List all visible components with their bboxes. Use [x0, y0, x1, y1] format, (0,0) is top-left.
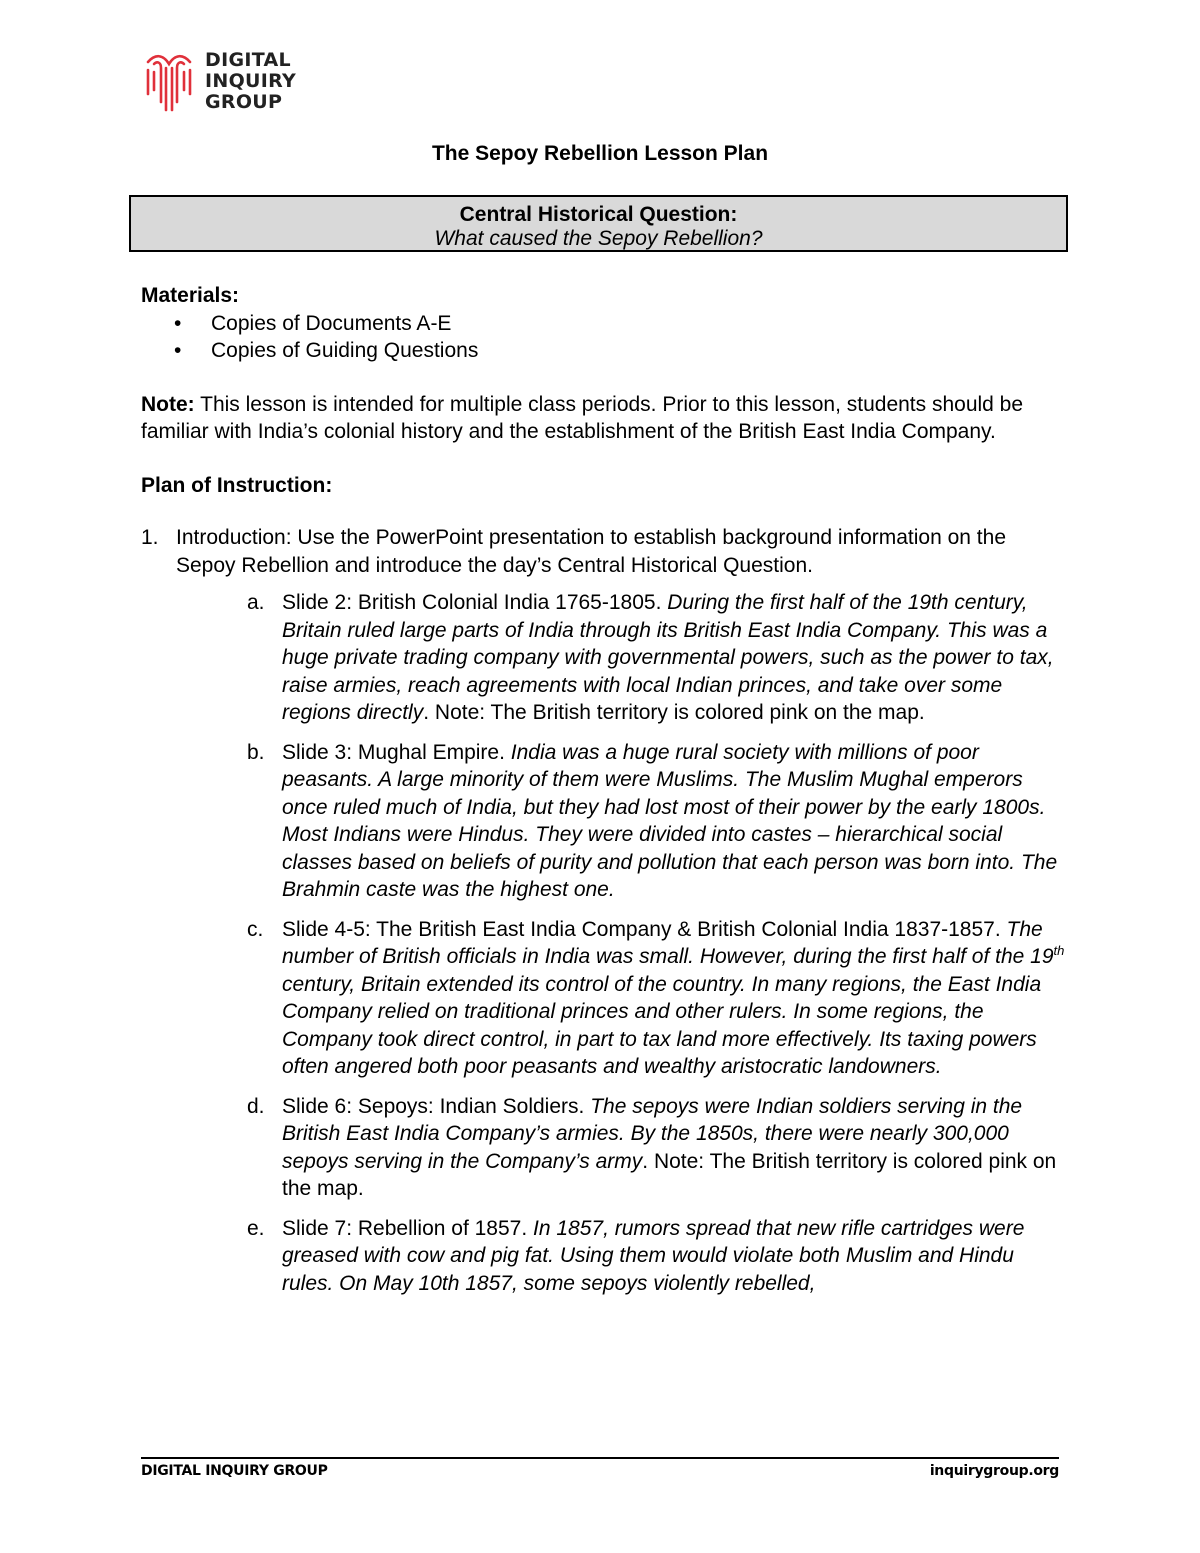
- subitem-letter: e.: [247, 1216, 265, 1240]
- logo-line-3: GROUP: [205, 91, 283, 113]
- note-paragraph: [141, 391, 1066, 446]
- bullet-icon: •: [174, 311, 182, 335]
- step-1-subitems: [141, 589, 1066, 1297]
- footer-website: inquirygroup.org: [929, 1463, 1059, 1479]
- footer-divider: [141, 1457, 1059, 1459]
- central-question-text: What caused the Sepoy Rebellion?: [434, 227, 763, 250]
- superscript-th: th: [1053, 943, 1065, 958]
- subitem-d-label: Slide 6: Sepoys: Indian Soldiers.: [282, 1094, 585, 1118]
- subitem-d-tail: . Note: The British territory is colored pink on the map.: [282, 1149, 1057, 1200]
- list-item: [141, 337, 1066, 365]
- document-body: [141, 282, 1066, 1297]
- note-label: Note:: [141, 392, 195, 416]
- central-question-box: [129, 195, 1068, 252]
- note-text: This lesson is intended for multiple class periods. Prior to this lesson, students should be familiar with India’s colonial history and the establishment of the British East India Company.: [141, 392, 1024, 443]
- subitem-a: [141, 589, 1066, 727]
- subitem-letter: d.: [247, 1094, 265, 1118]
- logo-line-2: INQUIRY: [205, 70, 297, 92]
- subitem-letter: c.: [247, 917, 264, 941]
- subitem-b: [141, 739, 1066, 904]
- subitem-letter: a.: [247, 591, 265, 614]
- plan-heading: Plan of Instruction:: [141, 473, 333, 497]
- list-item: [141, 310, 1066, 338]
- logo: [145, 50, 296, 113]
- step-1: [141, 524, 1066, 579]
- subitem-c-label: Slide 4-5: The British East India Company & British Colonial India 1837-1857.: [282, 917, 1001, 941]
- subitem-d-italic: The sepoys were Indian soldiers serving in the British East India Company’s armies. By the 1850s, there were nearly 300,000 sepoys serving in the Company’s army: [282, 1094, 1023, 1173]
- central-question-label: Central Historical Question:: [459, 203, 738, 226]
- subitem-e-label: Slide 7: Rebellion of 1857.: [282, 1216, 528, 1240]
- materials-item-2: Copies of Guiding Questions: [211, 339, 479, 362]
- page-title: The Sepoy Rebellion Lesson Plan: [431, 142, 769, 165]
- materials-heading: Materials:: [141, 284, 240, 307]
- materials-list: [141, 310, 1066, 365]
- logo-line-1: DIGITAL: [205, 49, 291, 71]
- subitem-a-tail: . Note: The British territory is colored pink on the map.: [423, 701, 925, 724]
- footer-org-name: DIGITAL INQUIRY GROUP: [141, 1463, 328, 1479]
- digital-inquiry-group-logo-icon: [145, 50, 193, 112]
- bullet-icon: •: [174, 339, 182, 362]
- subitem-c: [141, 916, 1066, 1081]
- step-number: 1.: [141, 526, 159, 549]
- step-1-text: Introduction: Use the PowerPoint presentation to establish background information on the Sepoy Rebellion and introduce the day’s Central Historical Question.: [176, 526, 1007, 577]
- subitem-c-italic-pre: The number of British officials in India was small. However, during the first half of the 19: [282, 917, 1054, 968]
- plan-steps: [141, 524, 1066, 1297]
- subitem-d: [141, 1093, 1066, 1203]
- subitem-letter: b.: [247, 740, 265, 764]
- subitem-c-italic-post: century, Britain extended its control of the country. In many regions, the East India Company relied on traditional princes and other rulers. In some regions, the Company took direct control, in part to tax land more effectively. Its taxing powers often angered both poor peasants and wealthy aristocratic landowners.: [282, 972, 1042, 1078]
- materials-item-1: Copies of Documents A-E: [211, 311, 452, 335]
- logo-wordmark: [205, 50, 296, 113]
- subitem-b-label: Slide 3: Mughal Empire.: [282, 740, 505, 764]
- subitem-a-italic: During the first half of the 19th century, Britain ruled large parts of India through its British East India Company. This was a huge private trading company with governmental powers, such as the power to tax, raise armies, reach agreements with local Indian princes, and take over some regions directly: [282, 591, 1054, 724]
- subitem-e-italic: In 1857, rumors spread that new rifle cartridges were greased with cow and pig fat. Using them would violate both Muslim and Hindu rules. On May 10th 1857, some sepoys violently rebelled,: [282, 1216, 1025, 1295]
- subitem-b-italic: India was a huge rural society with millions of poor peasants. A large minority of them were Muslims. The Muslim Mughal emperors once ruled much of India, but they had lost most of their power by the early 1800s. Most Indians were Hindus. They were divided into castes – hierarchical social classes based on beliefs of purity and pollution that each person was born into. The Brahmin caste was the highest one.: [282, 740, 1058, 901]
- subitem-e: [141, 1215, 1066, 1298]
- subitem-a-label: Slide 2: British Colonial India 1765-1805.: [282, 591, 662, 614]
